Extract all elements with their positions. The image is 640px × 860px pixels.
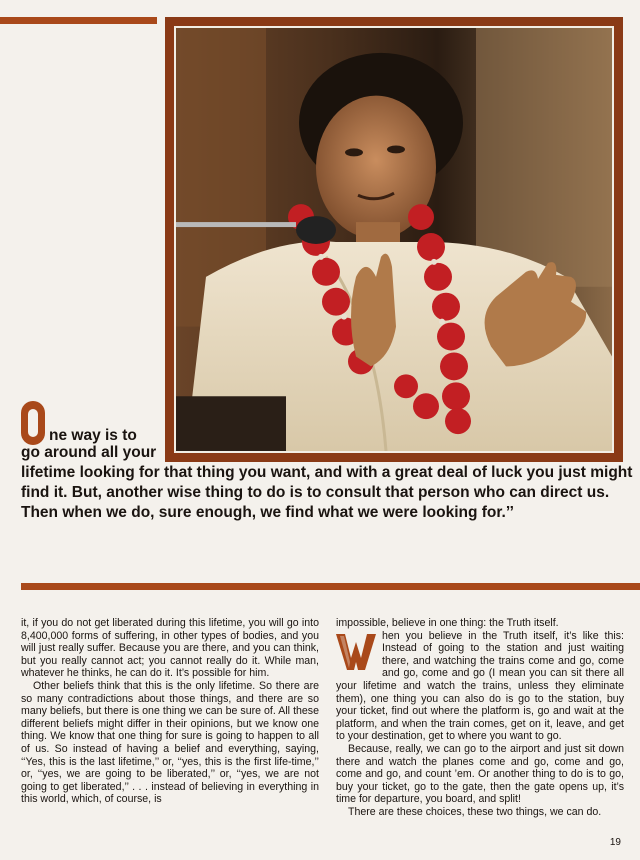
dropcap-paragraph xyxy=(336,630,624,743)
top-accent-rule xyxy=(0,17,157,24)
article-paragraph: it, if you do not get liberated during this lifetime, you will go into 8,400,000 forms of suffering, in other types of bodies, and you will just really suffer. Because you are there, and you can think, but you really cannot act; you cannot really do it. While man, whatever he thinks, he can do it. It’s possible for him. xyxy=(21,617,319,680)
article-paragraph: Because, really, we can go to the airport and just sit down there and watch the planes come and go, come and go, come and go, and count ’em. Or another thing to do is to go, buy your ticket, go to the gate, then the gate opens up, it’s time for departure, you board, and split! xyxy=(336,742,624,806)
article-paragraph: Other beliefs think that this is the only lifetime. So there are so many contradictions about those things, and there are so many beliefs, but there is one thing we can be sure of. All these different beliefs might differ in their opinions, but we know one thing. We know that one thing for sure is going to happen to all of us. So instead of having a belief and everything, saying, ‘‘Yes, this is the last lifetime,’’ or, ‘‘yes, this is the first life-time,’’ or, ‘‘yes, we are going to be liberated,’’ or, ‘‘yes, we are not going to get liberated,’’ . . . instead of believing in everything in this world, which, of course, is xyxy=(21,679,319,806)
article-paragraph: hen you believe in the Truth itself, it’s like this: Instead of going to the station and just waiting there, and watching the trains come and go, come and go, come and go (I mean you can sit there all your lifetime and watch the trains, unless they eliminate them), one thing you can also do is go to the station, buy your ticket, find out where the platform is, go and wait at the platform, and when the train comes, get on it, leave, and get to your destination, get to where you want to go. xyxy=(336,629,624,743)
article-left-column xyxy=(21,617,319,806)
portrait-photo-frame xyxy=(165,17,623,462)
pull-quote-body: lifetime looking for that thing you want, and with a great deal of luck you just might find it. But, another wise thing to do is to consult that person who can direct us. Then when we do, sure enough, we find what we were looking for.’’ xyxy=(21,464,633,521)
dropcap-w-letter xyxy=(336,632,376,672)
article-right-column xyxy=(336,617,624,819)
quote-dropcap-o xyxy=(21,401,45,445)
pull-quote-line-2: go around all your xyxy=(21,444,157,461)
pull-quote-line-1: ne way is to xyxy=(49,427,137,444)
article-paragraph: impossible, believe in one thing: the Truth itself. xyxy=(336,617,559,629)
portrait-photo xyxy=(174,26,614,453)
article-paragraph: There are these choices, these two things, we can do. xyxy=(348,805,602,818)
portrait-illustration xyxy=(176,28,612,451)
section-divider-rule xyxy=(21,583,640,590)
page-number: 19 xyxy=(609,837,621,848)
